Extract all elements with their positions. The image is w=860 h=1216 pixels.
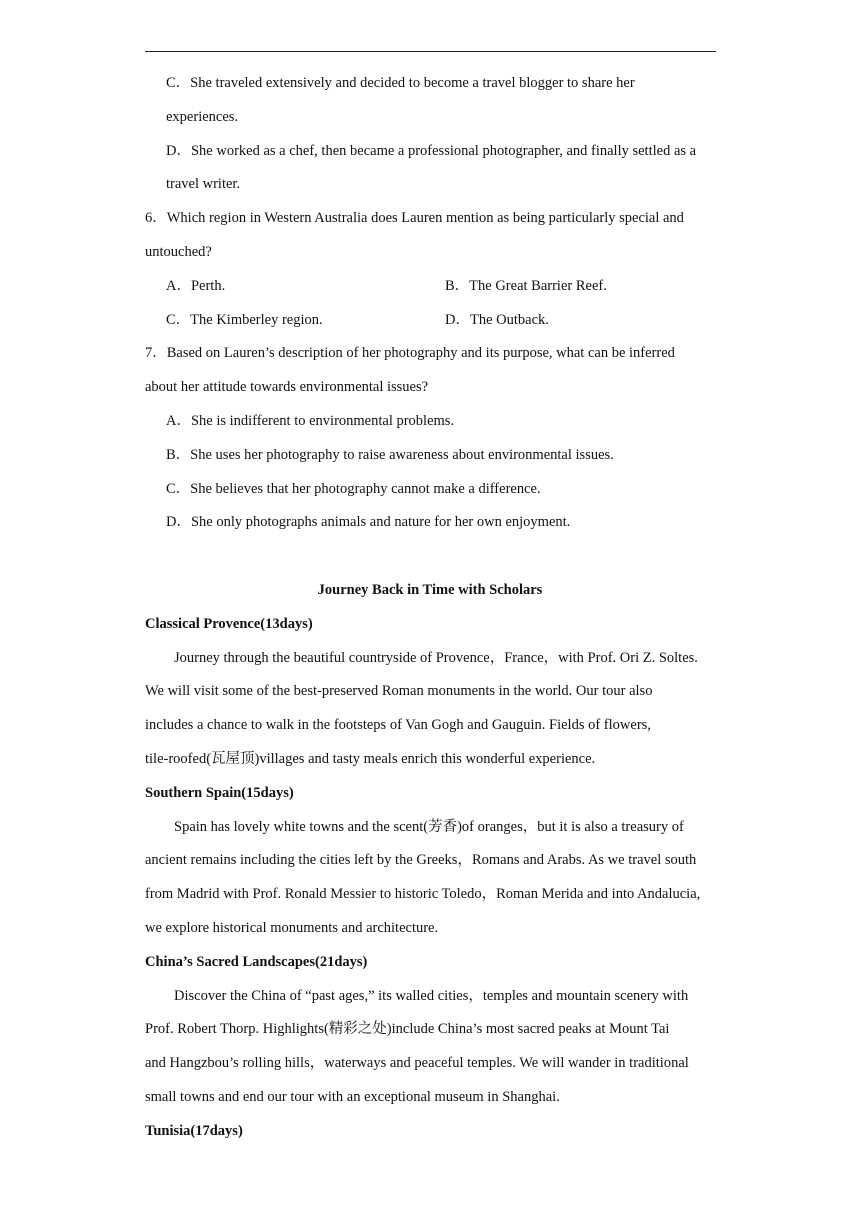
provence-line2: We will visit some of the best-preserved Roman monuments in the world. Our tour also xyxy=(145,683,653,699)
q7-stem-line1: 7．Based on Lauren’s description of her photography and its purpose, what can be inferred xyxy=(145,345,675,361)
passage-title: Journey Back in Time with Scholars xyxy=(317,582,543,598)
q6-option-a: A．Perth. xyxy=(166,278,226,294)
spain-line4: we explore historical monuments and architecture. xyxy=(145,920,439,936)
provence-line4: tile-roofed(瓦屋顶)villages and tasty meals enrich this wonderful experience. xyxy=(145,751,596,767)
section-heading-spain: Southern Spain(15days) xyxy=(145,785,294,801)
q7-option-a: A．She is indifferent to environmental problems. xyxy=(166,413,455,429)
q5-option-d-line1: D．She worked as a chef, then became a professional photographer, and finally settled as a xyxy=(166,143,697,159)
q6-stem-line2: untouched? xyxy=(145,244,212,260)
china-line1: Discover the China of “past ages,” its walled cities，temples and mountain scenery with xyxy=(174,988,689,1004)
q7-stem-line2: about her attitude towards environmental issues? xyxy=(145,379,429,395)
q5-option-d-line2: travel writer. xyxy=(166,176,241,192)
q7-option-d: D．She only photographs animals and nature for her own enjoyment. xyxy=(166,514,571,530)
header-rule xyxy=(145,51,716,52)
provence-line3: includes a chance to walk in the footsteps of Van Gogh and Gauguin. Fields of flowers, xyxy=(145,717,651,733)
provence-line1: Journey through the beautiful countryside of Provence，France，with Prof. Ori Z. Soltes. xyxy=(174,650,698,666)
q7-option-b: B．She uses her photography to raise awareness about environmental issues. xyxy=(166,447,614,463)
spain-line1: Spain has lovely white towns and the scent(芳香)of oranges，but it is also a treasury of xyxy=(174,819,684,835)
section-heading-tunisia: Tunisia(17days) xyxy=(145,1123,243,1139)
spain-line2: ancient remains including the cities left by the Greeks，Romans and Arabs. As we travel south xyxy=(145,852,697,868)
q6-stem-line1: 6．Which region in Western Australia does Lauren mention as being particularly special and xyxy=(145,210,684,226)
china-line2: Prof. Robert Thorp. Highlights(精彩之处)include China’s most sacred peaks at Mount Tai xyxy=(145,1021,670,1037)
section-heading-provence: Classical Provence(13days) xyxy=(145,616,313,632)
q6-option-c: C．The Kimberley region. xyxy=(166,312,323,328)
china-line3: and Hangzbou’s rolling hills，waterways and peaceful temples. We will wander in traditional xyxy=(145,1055,689,1071)
q6-option-d: D．The Outback. xyxy=(445,312,549,328)
q6-option-b: B．The Great Barrier Reef. xyxy=(445,278,607,294)
q5-option-c-line2: experiences. xyxy=(166,109,239,125)
china-line4: small towns and end our tour with an exceptional museum in Shanghai. xyxy=(145,1089,560,1105)
q7-option-c: C．She believes that her photography cannot make a difference. xyxy=(166,481,541,497)
q5-option-c-line1: C．She traveled extensively and decided to become a travel blogger to share her xyxy=(166,75,635,91)
spain-line3: from Madrid with Prof. Ronald Messier to historic Toledo，Roman Merida and into Andalucia, xyxy=(145,886,701,902)
section-heading-china: China’s Sacred Landscapes(21days) xyxy=(145,954,368,970)
